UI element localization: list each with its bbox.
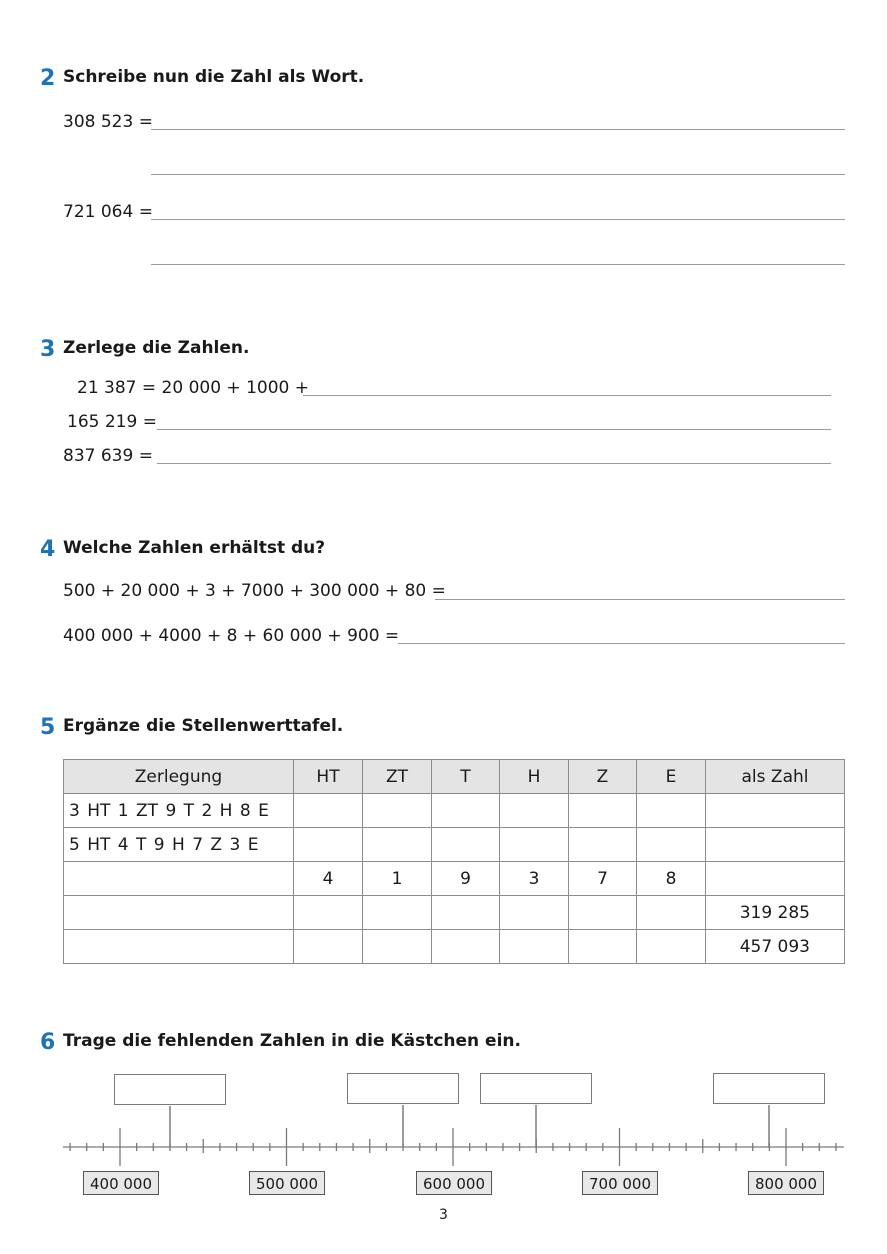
table-cell[interactable] (569, 794, 637, 828)
table-cell[interactable] (500, 794, 569, 828)
task-3-item-3: 837 639 = (63, 446, 153, 466)
table-cell[interactable] (294, 794, 363, 828)
page-number: 3 (439, 1207, 448, 1223)
table-cell[interactable] (500, 896, 569, 930)
answer-line[interactable] (157, 429, 831, 430)
header-e: E (637, 760, 706, 794)
table-header-row (64, 760, 845, 794)
table-cell[interactable] (432, 930, 500, 964)
table-cell: 5 HT 4 T 9 H 7 Z 3 E (64, 828, 294, 862)
table-cell[interactable] (706, 828, 845, 862)
answer-line[interactable] (435, 599, 845, 600)
task-3-title: Zerlege die Zahlen. (63, 338, 250, 358)
table-row (64, 828, 845, 862)
table-cell[interactable] (294, 828, 363, 862)
table-cell[interactable] (637, 828, 706, 862)
header-h: H (500, 760, 569, 794)
table-cell: 8 (637, 862, 706, 896)
task-2-number: 2 (40, 66, 56, 91)
task-2-item-1: 308 523 = (63, 112, 153, 132)
table-cell: 9 (432, 862, 500, 896)
task-3-item-1: 21 387 = 20 000 + 1000 + (77, 378, 309, 398)
table-cell[interactable] (432, 896, 500, 930)
table-cell[interactable] (363, 828, 432, 862)
place-value-table (63, 759, 845, 964)
task-5-title: Ergänze die Stellenwerttafel. (63, 716, 344, 736)
table-cell[interactable] (637, 896, 706, 930)
table-row (64, 794, 845, 828)
header-als-zahl: als Zahl (706, 760, 845, 794)
table-cell: 319 285 (706, 896, 845, 930)
table-cell: 3 HT 1 ZT 9 T 2 H 8 E (64, 794, 294, 828)
task-2-item-2: 721 064 = (63, 202, 153, 222)
table-cell: 4 (294, 862, 363, 896)
answer-box[interactable] (480, 1073, 592, 1104)
table-cell[interactable] (294, 930, 363, 964)
header-ht: HT (294, 760, 363, 794)
table-cell: 1 (363, 862, 432, 896)
table-cell[interactable] (363, 794, 432, 828)
table-cell[interactable] (64, 930, 294, 964)
task-4-item-2: 400 000 + 4000 + 8 + 60 000 + 900 = (63, 626, 400, 646)
answer-line[interactable] (151, 174, 845, 175)
header-zerlegung: Zerlegung (64, 760, 294, 794)
task-3-item-2: 165 219 = (67, 412, 157, 432)
answer-line[interactable] (151, 129, 845, 130)
answer-box[interactable] (347, 1073, 459, 1104)
answer-line[interactable] (398, 643, 845, 644)
header-t: T (432, 760, 500, 794)
table-cell: 7 (569, 862, 637, 896)
task-4-number: 4 (40, 537, 56, 562)
answer-line[interactable] (157, 463, 831, 464)
answer-line[interactable] (151, 264, 845, 265)
answer-line[interactable] (303, 395, 831, 396)
number-line-label: 700 000 (582, 1171, 658, 1195)
task-6-title: Trage die fehlenden Zahlen in die Kästchen ein. (63, 1031, 521, 1051)
table-cell: 457 093 (706, 930, 845, 964)
answer-box[interactable] (713, 1073, 825, 1104)
header-z: Z (569, 760, 637, 794)
table-cell[interactable] (500, 828, 569, 862)
table-cell[interactable] (569, 828, 637, 862)
table-cell[interactable] (637, 930, 706, 964)
task-4-item-1: 500 + 20 000 + 3 + 7000 + 300 000 + 80 = (63, 581, 446, 601)
header-zt: ZT (363, 760, 432, 794)
answer-box[interactable] (114, 1074, 226, 1105)
table-cell[interactable] (432, 828, 500, 862)
table-row (64, 896, 845, 930)
table-cell: 3 (500, 862, 569, 896)
task-4-title: Welche Zahlen erhältst du? (63, 538, 326, 558)
table-cell[interactable] (569, 896, 637, 930)
table-cell[interactable] (363, 896, 432, 930)
answer-line[interactable] (151, 219, 845, 220)
task-3-number: 3 (40, 337, 56, 362)
table-row (64, 930, 845, 964)
table-cell[interactable] (569, 930, 637, 964)
number-line-label: 600 000 (416, 1171, 492, 1195)
task-6-number: 6 (40, 1030, 56, 1055)
table-cell[interactable] (64, 862, 294, 896)
task-5-number: 5 (40, 715, 56, 740)
table-cell[interactable] (64, 896, 294, 930)
table-cell[interactable] (432, 794, 500, 828)
task-2-title: Schreibe nun die Zahl als Wort. (63, 67, 365, 87)
table-cell[interactable] (500, 930, 569, 964)
table-cell[interactable] (294, 896, 363, 930)
number-line-label: 500 000 (249, 1171, 325, 1195)
table-row (64, 862, 845, 896)
number-line-label: 800 000 (748, 1171, 824, 1195)
table-cell[interactable] (706, 862, 845, 896)
table-cell[interactable] (363, 930, 432, 964)
table-cell[interactable] (637, 794, 706, 828)
number-line-label: 400 000 (83, 1171, 159, 1195)
table-cell[interactable] (706, 794, 845, 828)
